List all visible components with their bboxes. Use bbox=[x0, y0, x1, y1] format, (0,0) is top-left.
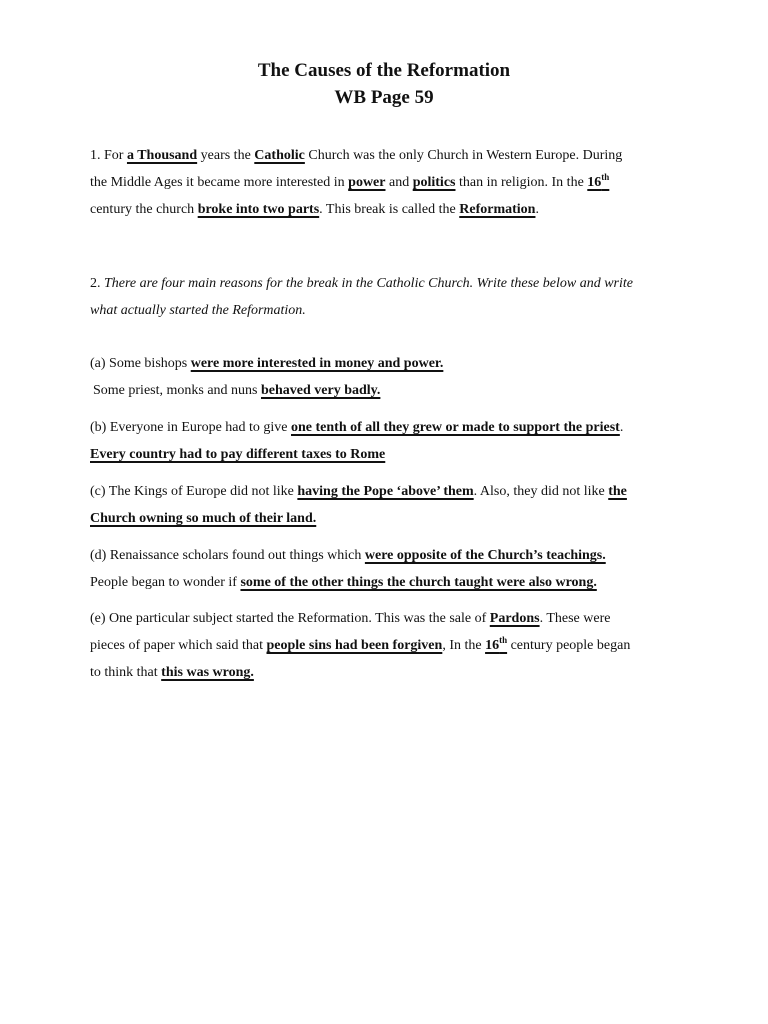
reason-c bbox=[90, 478, 690, 532]
reason-d-line-1 bbox=[90, 542, 690, 569]
text: pieces of paper which said that bbox=[90, 638, 267, 653]
text: 16 bbox=[587, 175, 602, 190]
reason-c-line-2 bbox=[90, 505, 690, 532]
answer-opposite-teachings: were opposite of the Church’s teachings. bbox=[364, 548, 606, 563]
answer-a-thousand: a Thousand bbox=[126, 148, 198, 163]
text: (b) Everyone in Europe had to give bbox=[90, 420, 291, 435]
reason-e-line-3 bbox=[90, 659, 690, 686]
text: (d) Renaissance scholars found out things which bbox=[90, 548, 365, 563]
reason-b-line-2 bbox=[90, 441, 690, 468]
reason-b bbox=[90, 414, 690, 468]
page-title: The Causes of the Reformation bbox=[257, 60, 511, 81]
reason-e bbox=[90, 605, 690, 686]
question-1-line-1 bbox=[90, 142, 690, 169]
question-1-number: 1. For bbox=[90, 148, 127, 163]
answer-catholic: Catholic bbox=[254, 148, 305, 163]
text: (e) One particular subject started the Reformation. This was the sale of bbox=[90, 611, 490, 626]
answer-politics: politics bbox=[412, 175, 456, 190]
question-1-line-2 bbox=[90, 169, 690, 196]
question-2-prompt: There are four main reasons for the break in the Catholic Church. Write these below and write bbox=[104, 276, 633, 291]
question-1 bbox=[90, 142, 690, 223]
answer-behaved-badly: behaved very badly. bbox=[261, 383, 381, 398]
text: (a) Some bishops bbox=[90, 356, 191, 371]
text: than in religion. In the bbox=[455, 175, 588, 190]
answer-the: the bbox=[608, 484, 627, 499]
answer-this-was-wrong: this was wrong. bbox=[161, 665, 254, 680]
text: . bbox=[535, 202, 539, 217]
text: the Middle Ages it became more interested in bbox=[90, 175, 349, 190]
text: Some priest, monks and nuns bbox=[93, 383, 261, 398]
answer-16th-century bbox=[485, 635, 508, 653]
reason-d bbox=[90, 542, 690, 596]
text: and bbox=[385, 175, 413, 190]
reason-a-line-1 bbox=[90, 350, 690, 377]
reason-e-line-1 bbox=[90, 605, 690, 632]
reason-a-line-2 bbox=[90, 377, 690, 404]
text: , In the bbox=[442, 638, 486, 653]
page-subtitle: WB Page 59 bbox=[334, 87, 434, 108]
reason-c-line-1 bbox=[90, 478, 690, 505]
text: Church was the only Church in Western Europe. During bbox=[304, 148, 623, 163]
answer-also-wrong: some of the other things the church taught were also wrong. bbox=[240, 575, 597, 590]
superscript: th bbox=[601, 172, 610, 182]
answer-16th bbox=[587, 172, 610, 190]
text: 16 bbox=[485, 638, 500, 653]
question-2-line-2: what actually started the Reformation. bbox=[90, 303, 306, 318]
reason-a bbox=[90, 350, 690, 404]
reason-d-line-2 bbox=[90, 569, 690, 596]
answer-taxes-to-rome: Every country had to pay different taxes to Rome bbox=[90, 447, 386, 462]
answer-money-and-power: were more interested in money and power. bbox=[190, 356, 444, 371]
text: . This break is called the bbox=[319, 202, 460, 217]
answer-broke-into-two-parts: broke into two parts bbox=[197, 202, 320, 217]
question-1-line-3 bbox=[90, 196, 690, 223]
question-2-number: 2. bbox=[90, 276, 104, 291]
reason-b-line-1 bbox=[90, 414, 690, 441]
answer-pope-above: having the Pope ‘above’ them bbox=[297, 484, 474, 499]
answer-sins-forgiven: people sins had been forgiven bbox=[266, 638, 443, 653]
text: People began to wonder if bbox=[90, 575, 241, 590]
text: . Also, they did not like bbox=[473, 484, 609, 499]
superscript: th bbox=[499, 635, 508, 645]
reason-e-line-2 bbox=[90, 632, 690, 659]
text: years the bbox=[197, 148, 255, 163]
text: century people began bbox=[507, 638, 631, 653]
answer-one-tenth: one tenth of all they grew or made to support the priest bbox=[291, 420, 620, 435]
answer-reformation: Reformation bbox=[459, 202, 536, 217]
answer-power: power bbox=[348, 175, 386, 190]
text: (c) The Kings of Europe did not like bbox=[90, 484, 298, 499]
answer-pardons: Pardons bbox=[489, 611, 540, 626]
text: century the church bbox=[90, 202, 198, 217]
question-2-line-1 bbox=[90, 270, 690, 297]
text: . bbox=[619, 420, 624, 435]
text: . These were bbox=[539, 611, 611, 626]
question-2 bbox=[90, 270, 690, 324]
answer-church-owning-land: Church owning so much of their land. bbox=[90, 511, 317, 526]
text: to think that bbox=[90, 665, 162, 680]
